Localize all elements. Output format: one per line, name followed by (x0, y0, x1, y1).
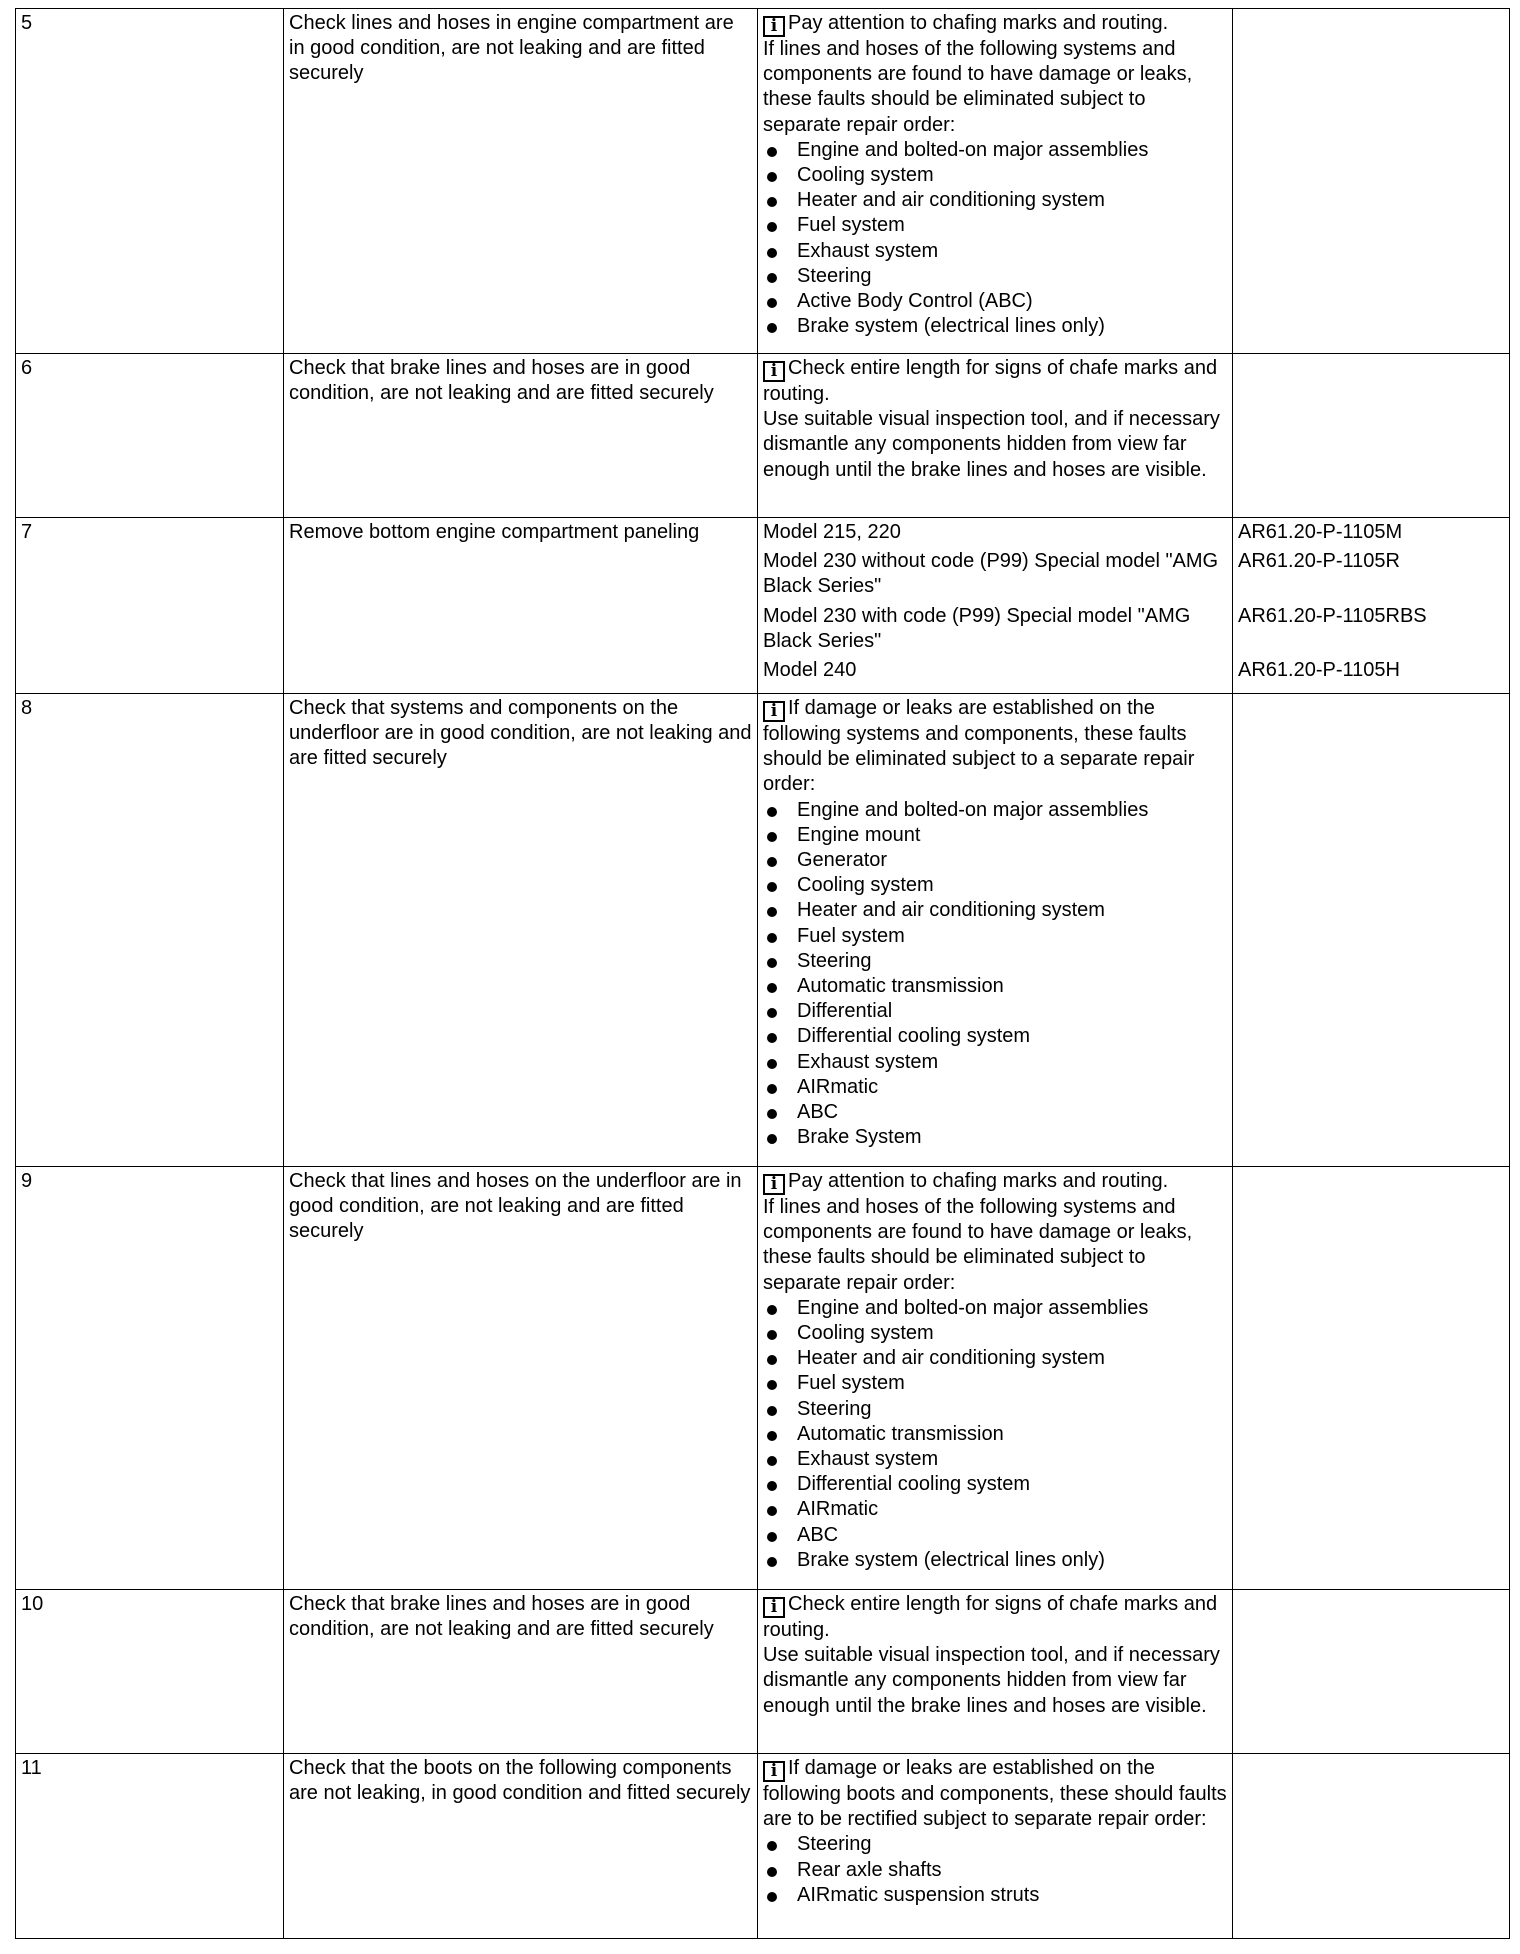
note-intro: If damage or leaks are established on the following boots and components, these should faults are to be rectified subject to separate repair order: (763, 1757, 1227, 1831)
bullet-icon (767, 147, 777, 157)
step-number: 11 (16, 1754, 284, 1939)
bullet-icon (767, 298, 777, 308)
reference-cell (1233, 9, 1510, 354)
step-number: 10 (16, 1590, 284, 1754)
notes-cell (758, 1754, 1233, 1939)
bullet-icon (767, 882, 777, 892)
model-label: Model 240 (763, 659, 857, 682)
list-item: Steering (763, 949, 1227, 974)
bullet-list (763, 138, 1227, 340)
bullet-list (763, 1296, 1227, 1573)
reference-link[interactable]: AR61.20-P-1105H (1238, 659, 1400, 682)
list-item: AIRmatic (763, 1497, 1227, 1522)
maintenance-table (15, 8, 1510, 1939)
table-row (16, 1167, 1510, 1590)
bullet-icon (767, 983, 777, 993)
bullet-list (763, 798, 1227, 1151)
list-item: Rear axle shafts (763, 1858, 1227, 1883)
task-description: Check that systems and components on the underfloor are in good condition, are not leaking and are fitted securely (284, 694, 758, 1167)
bullet-icon (767, 1305, 777, 1315)
info-icon: i (763, 1174, 785, 1195)
list-item: AIRmatic (763, 1075, 1227, 1100)
list-item: Cooling system (763, 1321, 1227, 1346)
list-item: Steering (763, 1397, 1227, 1422)
info-icon: i (763, 361, 785, 382)
note-intro: If damage or leaks are established on the following systems and components, these faults should be eliminated subject to a separate repair order: (763, 697, 1195, 796)
list-item: Fuel system (763, 924, 1227, 949)
bullet-icon (767, 1134, 777, 1144)
notes-cell (758, 1167, 1233, 1590)
reference-cell (1233, 1167, 1510, 1590)
info-icon: i (763, 701, 785, 722)
bullet-icon (767, 1867, 777, 1877)
bullet-icon (767, 172, 777, 182)
list-item: Brake System (763, 1125, 1227, 1150)
list-item: Steering (763, 264, 1227, 289)
task-description: Check that the boots on the following components are not leaking, in good condition and fitted securely (284, 1754, 758, 1939)
reference-link[interactable]: AR61.20-P-1105M (1238, 521, 1403, 543)
list-item: Active Body Control (ABC) (763, 289, 1227, 314)
bullet-icon (767, 1456, 777, 1466)
reference-link[interactable]: AR61.20-P-1105R (1238, 550, 1400, 573)
bullet-icon (767, 1431, 777, 1441)
bullet-icon (767, 933, 777, 943)
bullet-icon (767, 1557, 777, 1567)
list-item: AIRmatic suspension struts (763, 1883, 1227, 1908)
reference-cell (1233, 1590, 1510, 1754)
list-item: Cooling system (763, 873, 1227, 898)
reference-cell (1233, 694, 1510, 1167)
reference-cell (1233, 1754, 1510, 1939)
list-item: Brake system (electrical lines only) (763, 1548, 1227, 1573)
list-item: Automatic transmission (763, 1422, 1227, 1447)
list-item: Fuel system (763, 213, 1227, 238)
note-intro: Check entire length for signs of chafe marks and routing. (763, 1593, 1218, 1641)
info-icon: i (763, 1761, 785, 1782)
bullet-icon (767, 222, 777, 232)
bullet-icon (767, 907, 777, 917)
list-item: Engine mount (763, 823, 1227, 848)
bullet-icon (767, 1841, 777, 1851)
step-number: 8 (16, 694, 284, 1167)
note-text: Use suitable visual inspection tool, and if necessary dismantle any components hidden from view far enough until the brake lines and hoses are visible. (763, 408, 1220, 481)
list-item: Differential cooling system (763, 1024, 1227, 1049)
notes-cell (758, 9, 1233, 354)
bullet-icon (767, 1406, 777, 1416)
table-row (16, 1590, 1510, 1754)
list-item: Heater and air conditioning system (763, 188, 1227, 213)
task-description: Remove bottom engine compartment paneling (284, 518, 758, 694)
bullet-icon (767, 1033, 777, 1043)
bullet-list (763, 1832, 1227, 1908)
info-icon: i (763, 16, 785, 37)
list-item: Exhaust system (763, 1050, 1227, 1075)
bullet-icon (767, 1481, 777, 1491)
step-number: 9 (16, 1167, 284, 1590)
table-row (16, 1754, 1510, 1939)
table-row (16, 9, 1510, 354)
table-row (16, 694, 1510, 1167)
list-item: Brake system (electrical lines only) (763, 314, 1227, 339)
step-number: 7 (16, 518, 284, 694)
list-item: Engine and bolted-on major assemblies (763, 138, 1227, 163)
step-number: 6 (16, 354, 284, 518)
bullet-icon (767, 807, 777, 817)
bullet-icon (767, 1008, 777, 1018)
note-text: If lines and hoses of the following systems and components are found to have damage or leaks, these faults should be eliminated subject to separate repair order: (763, 1196, 1193, 1294)
bullet-icon (767, 1506, 777, 1516)
model-label: Model 230 with code (P99) Special model "AMG Black Series" (763, 604, 1191, 652)
reference-list (1233, 518, 1510, 694)
list-item: Heater and air conditioning system (763, 898, 1227, 923)
bullet-icon (767, 832, 777, 842)
bullet-icon (767, 1059, 777, 1069)
list-item: Differential (763, 999, 1227, 1024)
list-item: Generator (763, 848, 1227, 873)
reference-cell (1233, 354, 1510, 518)
bullet-icon (767, 1532, 777, 1542)
bullet-icon (767, 1084, 777, 1094)
list-item: Heater and air conditioning system (763, 1346, 1227, 1371)
model-list (758, 518, 1233, 694)
list-item: Engine and bolted-on major assemblies (763, 1296, 1227, 1321)
task-description: Check that lines and hoses on the underfloor are in good condition, are not leaking and are fitted securely (284, 1167, 758, 1590)
task-description: Check lines and hoses in engine compartment are in good condition, are not leaking and are fitted securely (284, 9, 758, 354)
list-item: ABC (763, 1523, 1227, 1548)
bullet-icon (767, 273, 777, 283)
note-intro: Pay attention to chafing marks and routing. (788, 1170, 1169, 1192)
list-item: Fuel system (763, 1371, 1227, 1396)
table-row (16, 518, 1510, 694)
bullet-icon (767, 1355, 777, 1365)
reference-link[interactable]: AR61.20-P-1105RBS (1238, 604, 1427, 627)
list-item: ABC (763, 1100, 1227, 1125)
note-text: If lines and hoses of the following systems and components are found to have damage or leaks, these faults should be eliminated subject to separate repair order: (763, 38, 1193, 136)
list-item: Exhaust system (763, 239, 1227, 264)
bullet-icon (767, 323, 777, 333)
table-row (16, 354, 1510, 518)
model-label: Model 215, 220 (763, 521, 901, 543)
bullet-icon (767, 1892, 777, 1902)
note-intro: Pay attention to chafing marks and routing. (788, 12, 1169, 34)
list-item: Steering (763, 1832, 1227, 1857)
bullet-icon (767, 1330, 777, 1340)
list-item: Engine and bolted-on major assemblies (763, 798, 1227, 823)
list-item: Cooling system (763, 163, 1227, 188)
task-description: Check that brake lines and hoses are in good condition, are not leaking and are fitted securely (284, 1590, 758, 1754)
bullet-icon (767, 197, 777, 207)
note-text: Use suitable visual inspection tool, and if necessary dismantle any components hidden from view far enough until the brake lines and hoses are visible. (763, 1644, 1220, 1717)
notes-cell (758, 694, 1233, 1167)
bullet-icon (767, 1380, 777, 1390)
list-item: Exhaust system (763, 1447, 1227, 1472)
bullet-icon (767, 1109, 777, 1119)
bullet-icon (767, 857, 777, 867)
notes-cell (758, 1590, 1233, 1754)
note-intro: Check entire length for signs of chafe marks and routing. (763, 357, 1218, 405)
bullet-icon (767, 958, 777, 968)
step-number: 5 (16, 9, 284, 354)
list-item: Differential cooling system (763, 1472, 1227, 1497)
info-icon: i (763, 1597, 785, 1618)
list-item: Automatic transmission (763, 974, 1227, 999)
notes-cell (758, 354, 1233, 518)
model-label: Model 230 without code (P99) Special model "AMG Black Series" (763, 550, 1219, 598)
bullet-icon (767, 248, 777, 258)
task-description: Check that brake lines and hoses are in good condition, are not leaking and are fitted securely (284, 354, 758, 518)
